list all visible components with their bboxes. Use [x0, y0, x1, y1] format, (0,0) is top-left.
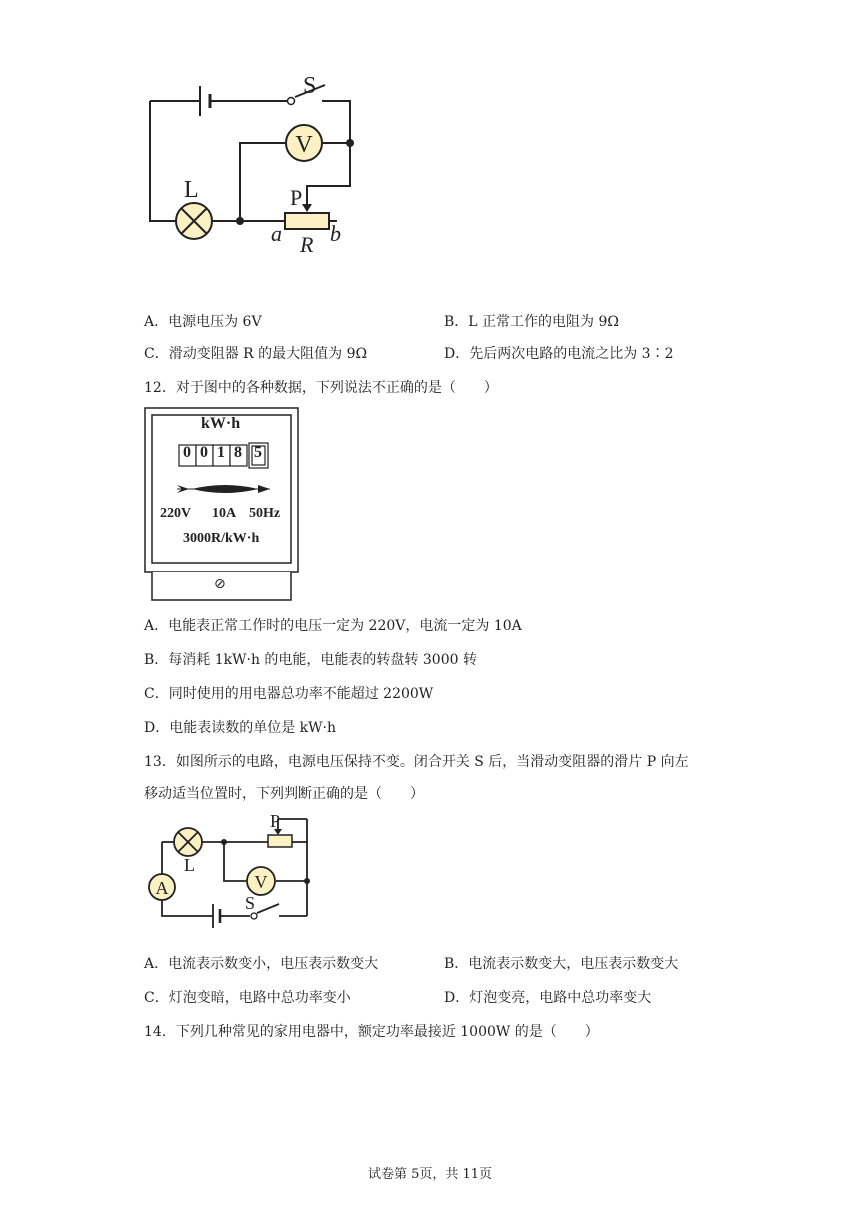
meter-digit: 0: [200, 444, 208, 461]
meter-constant: 3000R/kW·h: [183, 531, 260, 546]
meter-digit: 1: [217, 444, 225, 461]
q13-circuit-diagram: [0, 805, 860, 935]
q13-lamp-label: L: [184, 855, 195, 875]
q13-ammeter-label: A: [155, 878, 169, 898]
q13-voltmeter-label: V: [254, 872, 268, 892]
q11-option-c: C．滑动变阻器 R 的最大阻值为 9Ω: [144, 346, 368, 362]
meter-digit: 5: [254, 444, 262, 461]
q11-option-b: B．L 正常工作的电阻为 9Ω: [444, 314, 619, 330]
q11-option-a: A．电源电压为 6V: [144, 314, 262, 330]
meter-frequency: 50Hz: [249, 506, 281, 521]
q13-stem-line1: 13．如图所示的电路，电源电压保持不变。闭合开关 S 后，当滑动变阻器的滑片 P 向左: [144, 754, 689, 770]
electric-meter-figure: [0, 405, 860, 605]
q13-option-c: C．灯泡变暗，电路中总功率变小: [144, 990, 351, 1006]
q11-junction-dot: [346, 139, 354, 147]
q11-circuit-diagram: [0, 0, 860, 280]
q12-option-b: B．每消耗 1kW·h 的电能，电能表的转盘转 3000 转: [144, 652, 477, 668]
q11-rheostat: [285, 213, 329, 229]
q13-junction-dot: [221, 839, 227, 845]
q13-option-b: B．电流表示数变大，电压表示数变大: [444, 956, 679, 972]
page-footer: 试卷第 5页，共 11页: [367, 1167, 493, 1182]
meter-voltage: 220V: [160, 506, 192, 521]
q13-slider-label: P: [270, 811, 281, 831]
meter-current: 10A: [212, 506, 237, 521]
q11-resistor-label: R: [300, 232, 314, 257]
q11-end-a-label: a: [271, 221, 282, 246]
q14-stem: 14．下列几种常见的家用电器中，额定功率最接近 1000W 的是（ ）: [144, 1024, 599, 1040]
q11-switch-label: S: [303, 73, 317, 99]
meter-unit: kW·h: [201, 415, 241, 432]
q11-junction-dot: [236, 217, 244, 225]
q12-option-a: A．电能表正常工作时的电压一定为 220V，电流一定为 10A: [144, 618, 522, 634]
q13-junction-dot: [304, 878, 310, 884]
q13-switch-label: S: [245, 893, 256, 913]
q11-lamp-label: L: [184, 177, 199, 203]
q12-option-c: C．同时使用的用电器总功率不能超过 2200W: [144, 686, 434, 702]
q13-option-a: A．电流表示数变小，电压表示数变大: [144, 956, 379, 972]
q11-option-d: D．先后两次电路的电流之比为 3∶2: [444, 346, 674, 362]
q13-switch-contact: [251, 913, 257, 919]
q12-option-d: D．电能表读数的单位是 kW·h: [144, 720, 337, 736]
meter-digit: 0: [183, 444, 191, 461]
q13-stem-line2: 移动适当位置时，下列判断正确的是（ ）: [144, 786, 424, 802]
q13-rheostat: [268, 835, 292, 847]
q11-slider-label: P: [290, 185, 303, 210]
q11-end-b-label: b: [330, 221, 341, 246]
q13-option-d: D．灯泡变亮，电路中总功率变大: [444, 990, 652, 1006]
meter-digit: 8: [234, 444, 242, 461]
q11-switch-contact: [288, 98, 295, 105]
q12-stem: 12．对于图中的各种数据，下列说法不正确的是（ ）: [144, 380, 498, 396]
q11-voltmeter-label: V: [295, 132, 313, 158]
meter-screw-icon: ⊘: [214, 576, 226, 592]
